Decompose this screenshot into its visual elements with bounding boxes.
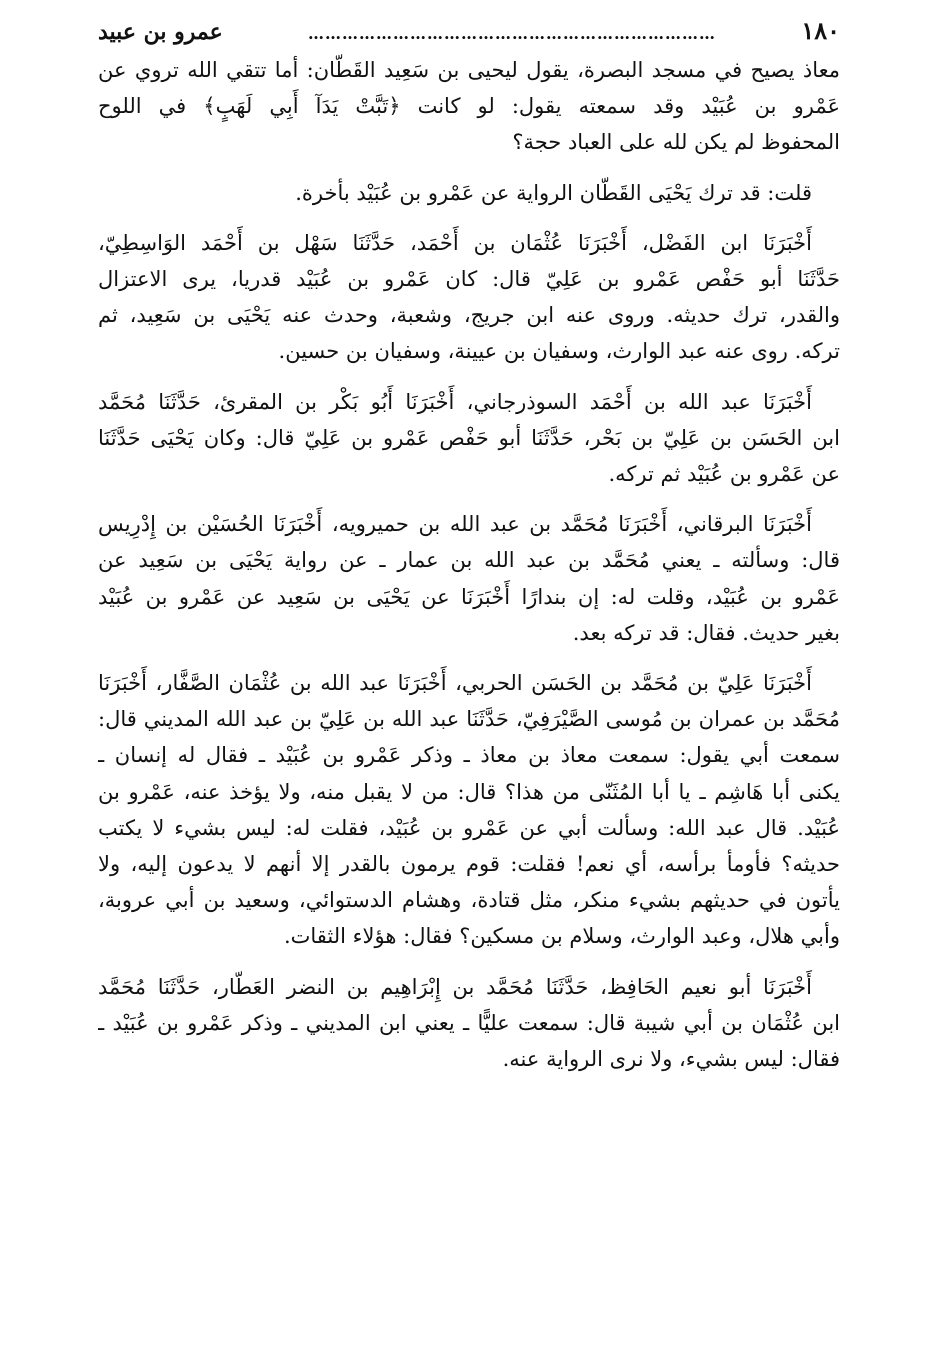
text-line: بغير حديث. فقال: قد تركه بعد. bbox=[572, 620, 840, 645]
header-leader-dots: ……………………………………………………………… bbox=[308, 24, 717, 43]
text-line: تركه. روى عنه عبد الوارث، وسفيان بن عيينة، وسفيان بن حسين. bbox=[278, 339, 840, 364]
running-title: عمرو بن عبيد bbox=[98, 19, 223, 45]
text-line: عُبَيْد. قال عبد الله: وسألت أبي عن عَمْرو بن عُبَيْد، فقلت له: ليس بشيء لا يكتب bbox=[98, 815, 840, 840]
text-line: عن عَمْرو بن عُبَيْد ثم تركه. bbox=[608, 462, 840, 487]
text-line: سمعت أبي يقول: سمعت معاذ بن معاذ ـ وذكر عَمْرو بن عُبَيْد ـ فقال له إنسان ـ bbox=[98, 743, 840, 768]
page-header bbox=[98, 14, 840, 48]
text-line: أَخْبَرَنَا ابن الفَضْل، أَخْبَرَنَا عُثْمَان بن أَحْمَد، حَدَّثَنَا سَهْل بن أَحْمَد الوَاسِطِيّ، bbox=[98, 230, 812, 255]
paragraph bbox=[98, 225, 840, 370]
text-line: أَخْبَرَنَا البرقاني، أَخْبَرَنَا مُحَمَّد بن عبد الله بن حميرويه، أَخْبَرَنَا الحُسَيْن بن إِدْرِيس bbox=[98, 512, 812, 537]
text-line: معاذ يصيح في مسجد البصرة، يقول ليحيى بن سَعِيد القَطّان: أما تتقي الله تروي عن bbox=[98, 58, 840, 82]
text-line: وأبي هلال، وعبد الوارث، وسلام بن مسكين؟ فقال: هؤلاء الثقات. bbox=[283, 924, 840, 949]
text-line: يكنى أبا هَاشِم ـ يا أبا المُثَنّى من هذا؟ قال: من لا يقبل منه، ولا يؤخذ عنه، عَمْرو بن bbox=[98, 779, 840, 804]
paragraph bbox=[98, 384, 840, 493]
text-line: حَدَّثَنَا أبو حَفْص عَمْرو بن عَلِيّ قال: كان عَمْرو بن عُبَيْد قدريا، يرى الاعتزال bbox=[98, 267, 840, 292]
text-line: أَخْبَرَنَا عَلِيّ بن مُحَمَّد بن الحَسَن الحربي، أَخْبَرَنَا عبد الله بن عُثْمَان الصَّفَّار، أَخْبَرَنَا bbox=[98, 671, 812, 696]
text-line: يأتون في حديثهم بشيء منكر، مثل قتادة، وهشام الدستوائي، وسعيد بن أبي عروبة، bbox=[98, 888, 840, 913]
text-line: والقدر، ترك حديثه. وروى عنه ابن جريج، وشعبة، وحدث عنه يَحْيَى بن سَعِيد، ثم bbox=[98, 303, 840, 328]
page-number: ١٨٠ bbox=[801, 16, 840, 45]
text-line: المحفوظ لم يكن لله على العباد حجة؟ bbox=[512, 130, 840, 155]
paragraph bbox=[98, 506, 840, 651]
text-line: قلت: قد ترك يَحْيَى القَطّان الرواية عن عَمْرو بن عُبَيْد بأخرة. bbox=[295, 180, 812, 205]
text-line: حديثه؟ فأومأ برأسه، أي نعم! فقلت: قوم يرمون بالقدر إلا أنهم لا يدعون إليه، ولا bbox=[98, 852, 840, 877]
paragraph bbox=[98, 52, 840, 161]
text-line: أَخْبَرَنَا عبد الله بن أَحْمَد السوذرجاني، أَخْبَرَنَا أَبُو بَكْر بن المقرئ، حَدَّثَنَا مُحَمَّد bbox=[98, 389, 812, 414]
text-line: عَمْرو بن عُبَيْد، وقلت له: إن بندارًا أَخْبَرَنَا عن يَحْيَى بن سَعِيد عن عَمْرو بن عُبَيْد bbox=[98, 584, 840, 609]
page-body bbox=[98, 52, 840, 1077]
text-line: ابن الحَسَن بن عَلِيّ بن بَحْر، حَدَّثَنَا أبو حَفْص عَمْرو بن عَلِيّ قال: وكان يَحْيَى حَدَّثَنَا bbox=[98, 425, 840, 450]
text-line: فقال: ليس بشيء، ولا نرى الرواية عنه. bbox=[502, 1047, 840, 1072]
text-line: ابن عُثْمَان بن أبي شيبة قال: سمعت عليًّا ـ يعني ابن المديني ـ وذكر عَمْرو بن عُبَيْد ـ bbox=[98, 1010, 840, 1035]
text-line: مُحَمَّد بن عمران بن مُوسى الصَّيْرَفِيّ، حَدَّثَنَا عبد الله بن عَلِيّ بن عبد الله المديني قال: bbox=[98, 707, 840, 732]
text-line: قال: وسألته ـ يعني مُحَمَّد بن عبد الله بن عمار ـ عن رواية يَحْيَى بن سَعِيد عن bbox=[98, 548, 840, 573]
paragraph bbox=[98, 969, 840, 1078]
paragraph bbox=[98, 665, 840, 955]
paragraph bbox=[98, 175, 840, 211]
text-line: أَخْبَرَنَا أبو نعيم الحَافِظ، حَدَّثَنَا مُحَمَّد بن إِبْرَاهِيم بن النضر العَطّار، حَدَّثَنَا مُحَمَّد bbox=[98, 974, 812, 999]
text-line: عَمْرو بن عُبَيْد وقد سمعته يقول: لو كانت ﴿تَبَّتْ يَدَآ أَبِي لَهَبٍ﴾ في اللوح bbox=[98, 94, 840, 119]
